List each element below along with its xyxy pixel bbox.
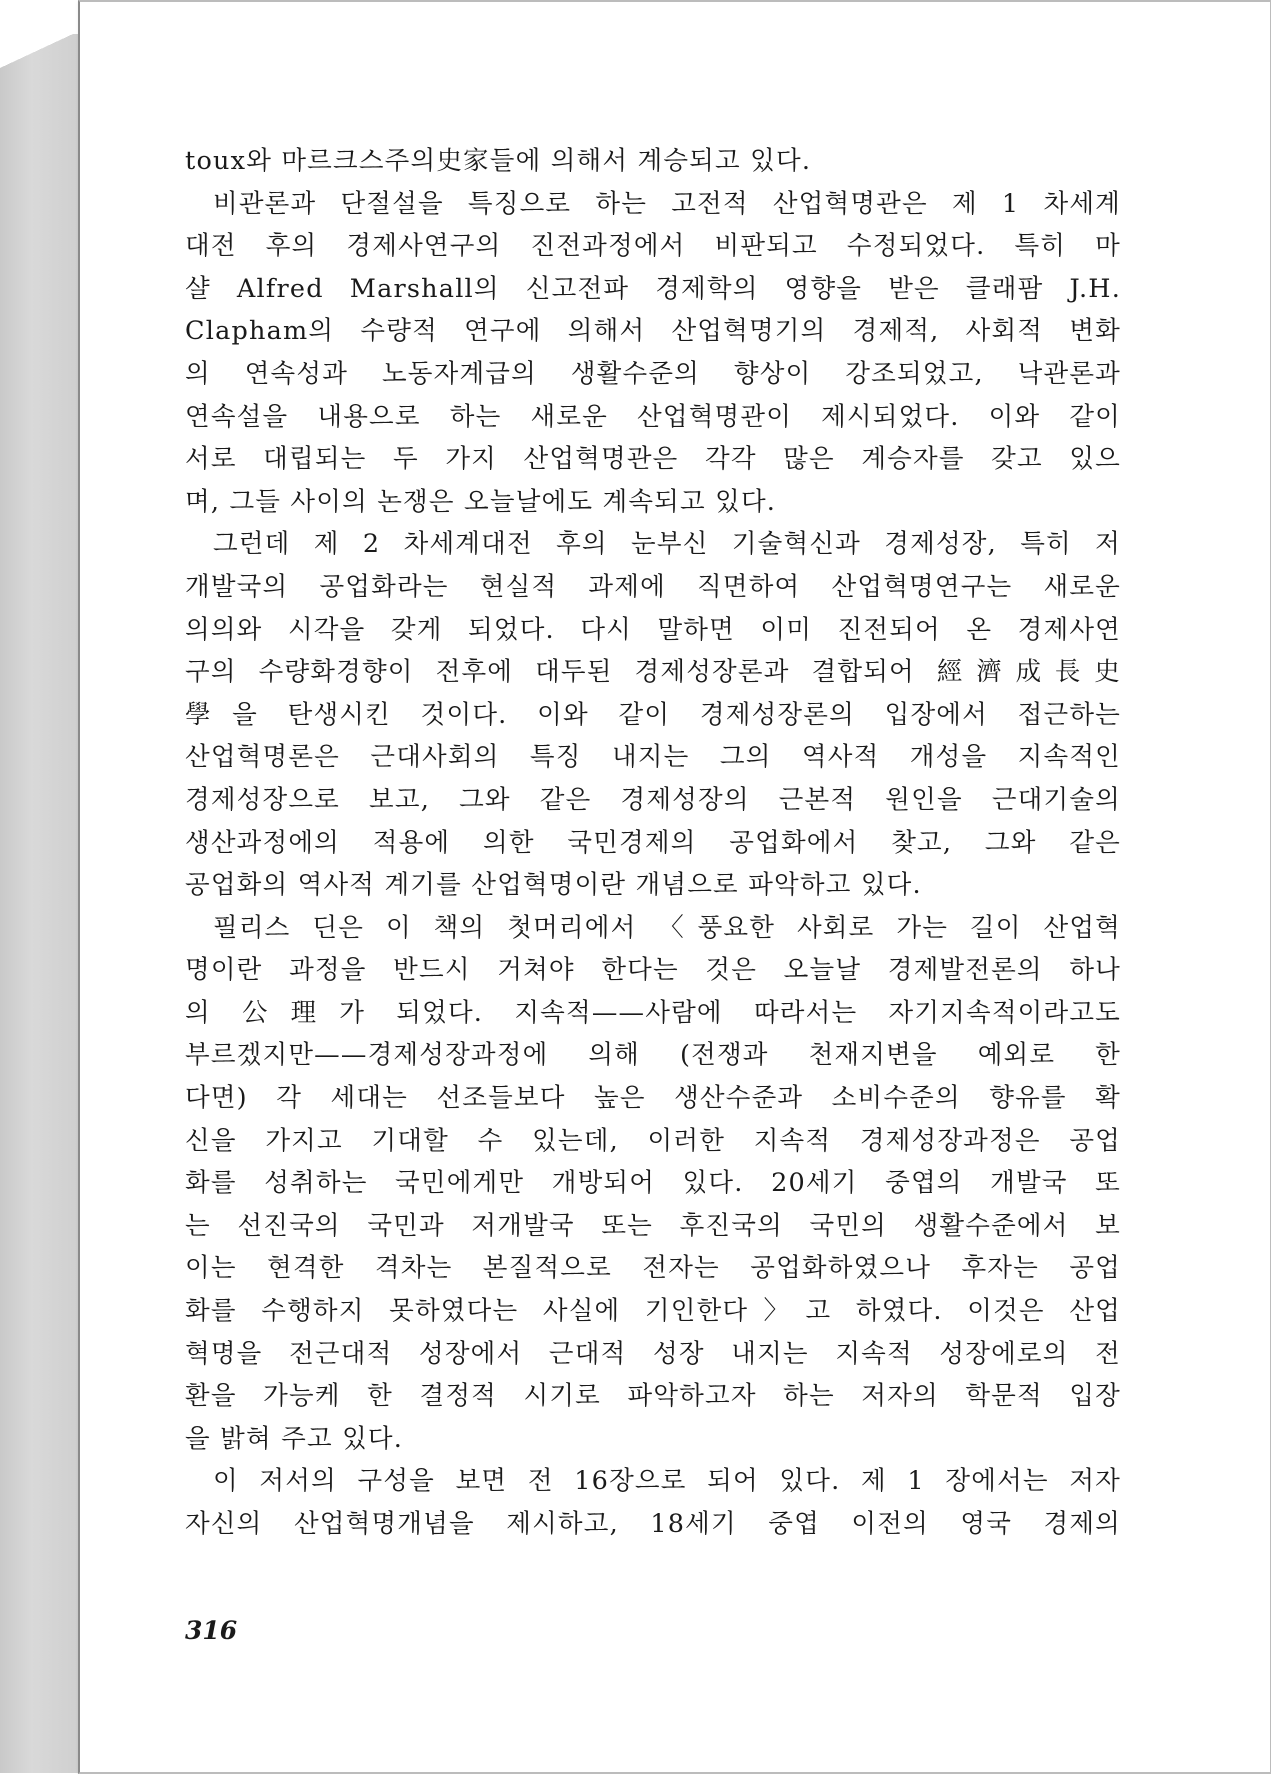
text-line: 산업혁명론은 근대사회의 특징 내지는 그의 역사적 개성을 지속적인	[185, 742, 1121, 773]
text-line: 서로 대립되는 두 가지 산업혁명관은 각각 많은 계승자를 갖고 있으	[185, 444, 1121, 475]
text-line: 이 저서의 구성을 보면 전 16장으로 되어 있다. 제 1 장에서는 저자	[213, 1466, 1121, 1497]
text-line: 구의 수량화경향이 전후에 대두된 경제성장론과 결합되어 經濟成長史	[185, 657, 1121, 688]
body-text	[185, 140, 1121, 1546]
text-line: 며, 그들 사이의 논쟁은 오늘날에도 계속되고 있다.	[185, 486, 777, 517]
text-line: 자신의 산업혁명개념을 제시하고, 18세기 중엽 이전의 영국 경제의	[185, 1509, 1121, 1539]
text-line: Clapham의 수량적 연구에 의해서 산업혁명기의 경제적, 사회적 변화	[185, 316, 1121, 347]
text-line: 혁명을 전근대적 성장에서 근대적 성장 내지는 지속적 성장에로의 전	[185, 1338, 1121, 1369]
text-line: 신을 가지고 기대할 수 있는데, 이러한 지속적 경제성장과정은 공업	[185, 1125, 1121, 1156]
text-line: 부르겠지만——경제성장과정에 의해 (전쟁과 천재지변을 예외로 한	[185, 1040, 1121, 1071]
text-line: toux와 마르크스주의史家들에 의해서 계승되고 있다.	[185, 146, 812, 176]
text-line: 대전 후의 경제사연구의 진전과정에서 비판되고 수정되었다. 특히 마	[185, 231, 1121, 262]
text-line: 연속설을 내용으로 하는 새로운 산업혁명관이 제시되었다. 이와 같이	[185, 401, 1121, 432]
book-spine	[0, 34, 81, 1773]
text-line: 學을 탄생시킨 것이다. 이와 같이 경제성장론의 입장에서 접근하는	[185, 699, 1121, 730]
text-line: 환을 가능케 한 결정적 시기로 파악하고자 하는 저자의 학문적 입장	[185, 1381, 1121, 1412]
text-line: 의 연속성과 노동자계급의 생활수준의 향상이 강조되었고, 낙관론과	[185, 358, 1121, 389]
text-line: 생산과정에의 적용에 의한 국민경제의 공업화에서 찾고, 그와 같은	[185, 827, 1121, 858]
text-line: 화를 성취하는 국민에게만 개방되어 있다. 20세기 중엽의 개발국 또	[185, 1168, 1121, 1199]
text-line: 필리스 딘은 이 책의 첫머리에서 〈풍요한 사회로 가는 길이 산업혁	[213, 912, 1121, 943]
text-line: 개발국의 공업화라는 현실적 과제에 직면하여 산업혁명연구는 새로운	[185, 571, 1121, 602]
text-line: 이는 현격한 격차는 본질적으로 전자는 공업화하였으나 후자는 공업	[185, 1253, 1121, 1284]
text-line: 화를 수행하지 못하였다는 사실에 기인한다〉고 하였다. 이것은 산업	[185, 1296, 1121, 1327]
text-line: 는 선진국의 국민과 저개발국 또는 후진국의 국민의 생활수준에서 보	[185, 1210, 1121, 1241]
text-line: 을 밝혀 주고 있다.	[185, 1423, 404, 1454]
text-line: 비관론과 단절설을 특징으로 하는 고전적 산업혁명관은 제 1 차세계	[213, 188, 1121, 219]
text-line: 의 公理가 되었다. 지속적——사람에 따라서는 자기지속적이라고도	[185, 997, 1121, 1028]
text-line: 다면) 각 세대는 선조들보다 높은 생산수준과 소비수준의 향유를 확	[185, 1083, 1121, 1114]
text-line: 샬 Alfred Marshall의 신고전파 경제학의 영향을 받은 클래팜 J.H.	[185, 273, 1121, 304]
text-line: 명이란 과정을 반드시 거쳐야 한다는 것은 오늘날 경제발전론의 하나	[185, 955, 1121, 986]
page-number: 316	[185, 1616, 238, 1645]
text-line: 공업화의 역사적 계기를 산업혁명이란 개념으로 파악하고 있다.	[185, 870, 922, 901]
text-line: 경제성장으로 보고, 그와 같은 경제성장의 근본적 원인을 근대기술의	[185, 784, 1121, 815]
text-line: 그런데 제 2 차세계대전 후의 눈부신 기술혁신과 경제성장, 특히 저	[213, 529, 1121, 560]
text-line: 의의와 시각을 갖게 되었다. 다시 말하면 이미 진전되어 온 경제사연	[185, 614, 1121, 645]
